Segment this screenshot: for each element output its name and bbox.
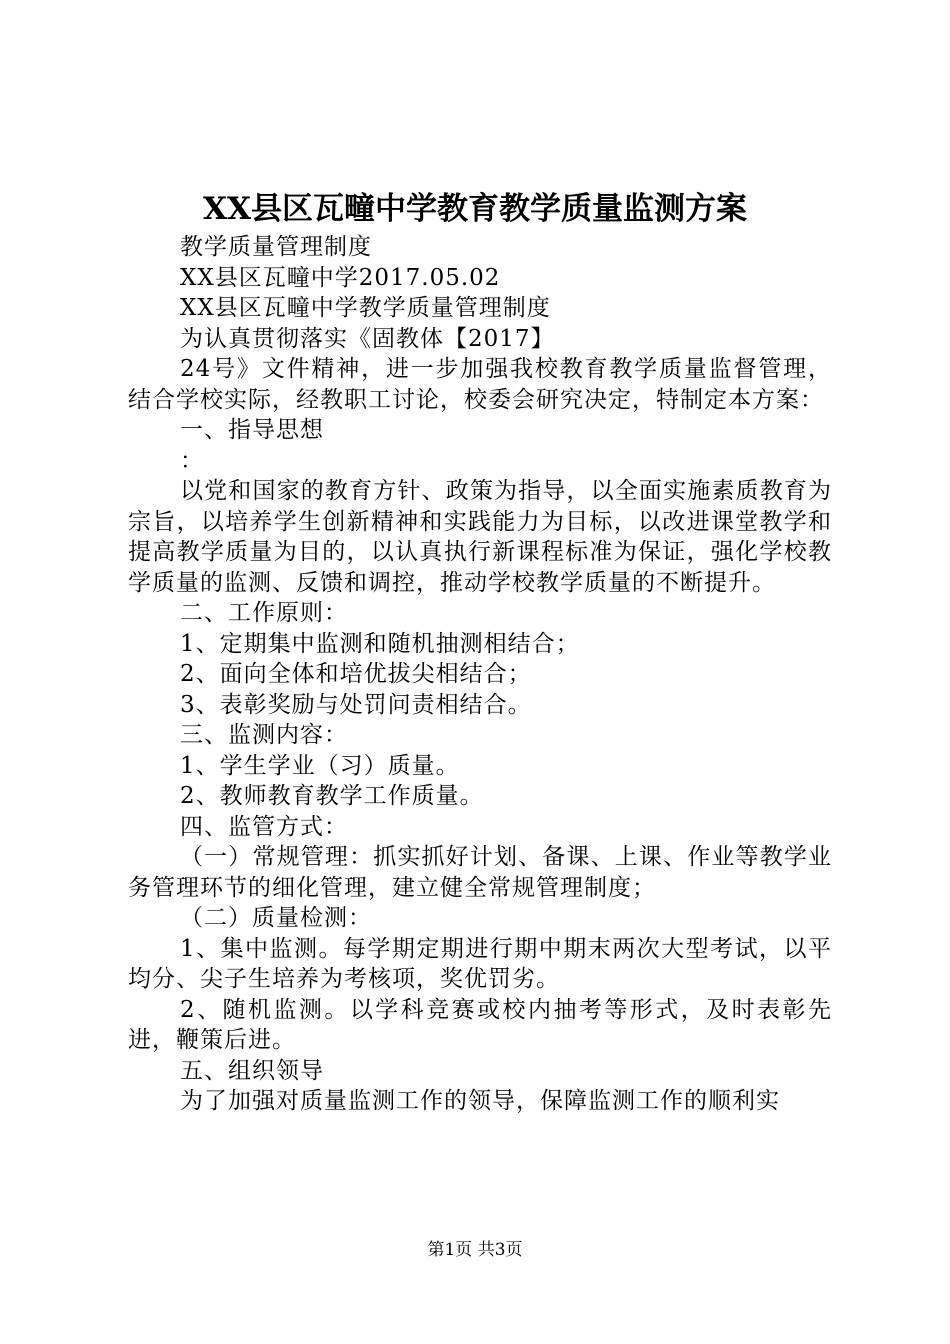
page-footer: 第1页 共3页 [427,1240,523,1260]
list-item: 1、学生学业（习）质量。 [180,752,460,779]
section-heading: 二、工作原则： [180,600,348,626]
paragraph: 为了加强对质量监测工作的领导，保障监测工作的顺利实 [180,1088,780,1114]
paragraph: ： [180,447,204,474]
section-heading: 一、指导思想 [180,417,324,443]
document-title: XX县区瓦疃中学教育教学质量监测方案 [202,191,748,227]
paragraph: XX县区瓦疃中学2017.05.02 [180,264,501,291]
section-heading: 五、组织领导 [180,1057,324,1084]
section-heading: 三、监测内容： [180,722,348,748]
list-item: 3、表彰奖励与处罚问责相结合。 [180,691,532,718]
subsection-heading: （二）质量检测： [180,905,372,931]
paragraph: 24号》文件精神，进一步加强我校教育教学质量监督管理，结合学校实际，经教职工讨论，校委会研究决定，特制定本方案： [128,356,832,413]
list-item: 2、面向全体和培优拔尖相结合； [180,661,532,687]
list-item: 2、教师教育教学工作质量。 [180,783,484,809]
list-item: 2、随机监测。以学科竞赛或校内抽考等形式，及时表彰先进，鞭策后进。 [128,996,832,1053]
paragraph: 为认真贯彻落实《固教体【2017】 [180,325,555,352]
list-item: 1、定期集中监测和随机抽测相结合； [180,630,580,657]
paragraph: （一）常规管理：抓实抓好计划、备课、上课、作业等教学业务管理环节的细化管理，建立健全常规管理制度； [128,844,832,901]
paragraph: 教学质量管理制度 [180,234,372,260]
section-heading: 四、监管方式： [180,813,348,840]
list-item: 1、集中监测。每学期定期进行期中期末两次大型考试，以平均分、尖子生培养为考核项，奖优罚劣。 [128,935,832,992]
document-body [128,232,832,1117]
paragraph: 以党和国家的教育方针、政策为指导，以全面实施素质教育为宗旨，以培养学生创新精神和实践能力为目标，以改进课堂教学和提高教学质量为目的，以认真执行新课程标准为保证，强化学校教学质量的监测、反馈和调控，推动学校教学质量的不断提升。 [128,478,832,596]
paragraph: XX县区瓦疃中学教学质量管理制度 [180,295,551,321]
